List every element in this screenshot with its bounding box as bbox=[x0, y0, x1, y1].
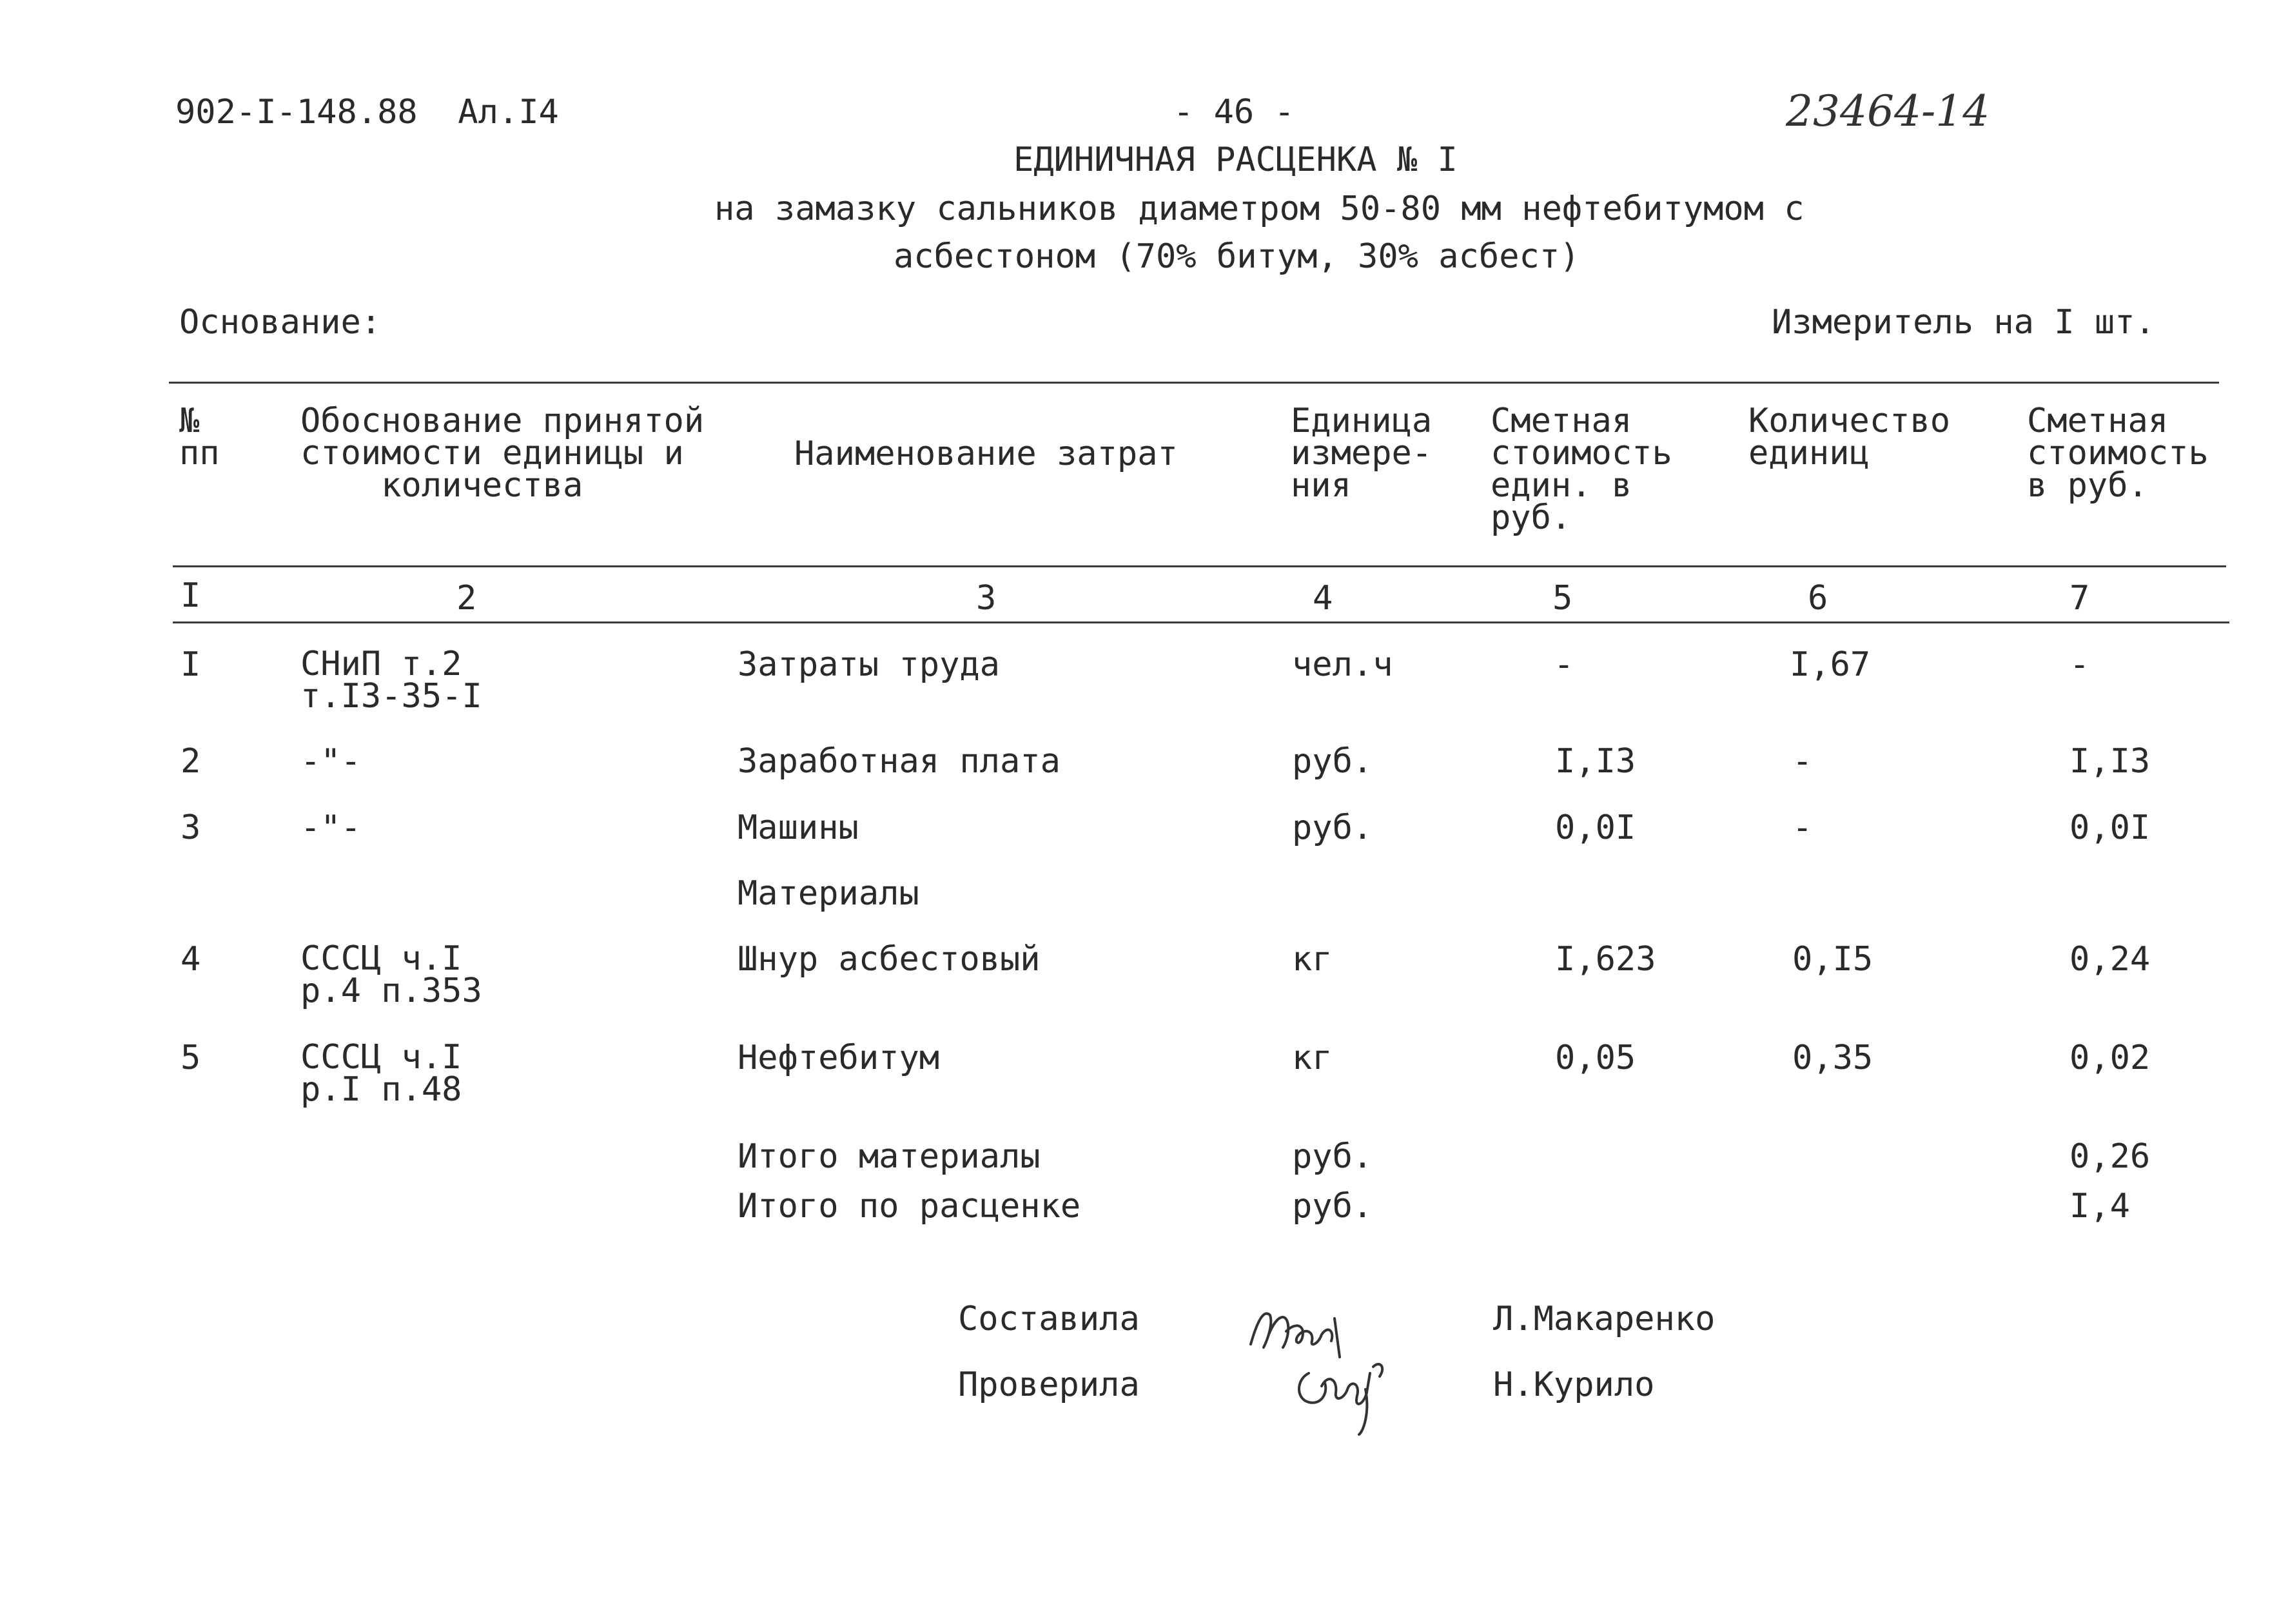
col-header-name: Наименование затрат bbox=[794, 435, 1178, 473]
total-name: Итого материалы bbox=[738, 1137, 1041, 1176]
col-header-unit: Единица измере- ния bbox=[1291, 402, 1433, 505]
row-unit: чел.ч bbox=[1292, 645, 1393, 684]
row-total: 0,02 bbox=[2069, 1039, 2151, 1077]
row-name: Машины bbox=[738, 808, 859, 847]
row-name: Затраты труда bbox=[738, 645, 1000, 684]
row-name: Нефтебитум bbox=[738, 1039, 940, 1077]
table-header-rule bbox=[173, 565, 2226, 567]
row-unit-cost: 0,05 bbox=[1555, 1039, 1636, 1077]
document-subtitle-line1: на замазку сальников диаметром 50-80 мм нефтебитумом с bbox=[714, 190, 1805, 228]
col-number: 5 bbox=[1552, 579, 1573, 618]
row-num: 2 bbox=[181, 742, 201, 781]
table-top-rule bbox=[169, 382, 2219, 384]
col-number: 2 bbox=[456, 579, 477, 618]
handwritten-signature-kurilo bbox=[1289, 1347, 1405, 1438]
row-unit-cost: I,I3 bbox=[1555, 742, 1636, 781]
document-code: 902-I-148.88 Ал.I4 bbox=[175, 93, 559, 132]
section-label-materials: Материалы bbox=[738, 874, 919, 913]
col-header-num: № пп bbox=[179, 402, 220, 473]
row-qty: I,67 bbox=[1790, 645, 1871, 684]
row-qty: - bbox=[1792, 808, 1813, 847]
signature-role: Составила bbox=[958, 1300, 1140, 1338]
row-num: 3 bbox=[181, 808, 201, 847]
total-unit: руб. bbox=[1292, 1187, 1373, 1226]
total-unit: руб. bbox=[1292, 1137, 1373, 1176]
row-unit-cost: 0,0I bbox=[1555, 808, 1636, 847]
signature-name: Н.Курило bbox=[1493, 1365, 1655, 1404]
unit-measure: Измеритель на I шт. bbox=[1772, 303, 2155, 342]
col-header-total: Сметная стоимость в руб. bbox=[2027, 402, 2209, 505]
col-number: 7 bbox=[2069, 579, 2090, 618]
row-total: 0,0I bbox=[2069, 808, 2151, 847]
row-num: 5 bbox=[181, 1039, 201, 1077]
row-unit: руб. bbox=[1292, 808, 1373, 847]
col-header-basis: Обоснование принятой стоимости единицы и количества bbox=[300, 402, 705, 505]
signature-role: Проверила bbox=[958, 1365, 1140, 1404]
total-name: Итого по расценке bbox=[738, 1187, 1081, 1226]
basis-label: Основание: bbox=[179, 303, 382, 342]
row-basis: СНиП т.2 т.I3-35-I bbox=[300, 645, 482, 716]
row-basis: -"- bbox=[300, 742, 361, 781]
row-qty: 0,35 bbox=[1792, 1039, 1873, 1077]
row-unit: кг bbox=[1292, 940, 1333, 979]
page-number: - 46 - bbox=[1173, 93, 1295, 132]
row-name: Заработная плата bbox=[738, 742, 1061, 781]
col-number: 3 bbox=[976, 579, 997, 618]
row-unit: руб. bbox=[1292, 742, 1373, 781]
row-basis: -"- bbox=[300, 808, 361, 847]
row-total: 0,24 bbox=[2069, 940, 2151, 979]
row-basis: СССЦ ч.I р.I п.48 bbox=[300, 1038, 462, 1109]
document-subtitle-line2: асбестоном (70% битум, 30% асбест) bbox=[894, 237, 1580, 276]
row-num: I bbox=[181, 645, 201, 684]
row-total: I,I3 bbox=[2069, 742, 2151, 781]
row-unit-cost: I,623 bbox=[1555, 940, 1656, 979]
registration-number: 23464-14 bbox=[1786, 86, 1990, 136]
row-total: - bbox=[2069, 645, 2090, 684]
signature-name: Л.Макаренко bbox=[1493, 1300, 1716, 1338]
col-number: 6 bbox=[1808, 579, 1828, 618]
row-num: 4 bbox=[181, 940, 201, 979]
row-basis: СССЦ ч.I р.4 п.353 bbox=[300, 939, 482, 1010]
total-value: 0,26 bbox=[2069, 1137, 2151, 1176]
document-title: ЕДИНИЧНАЯ РАСЦЕНКА № I bbox=[1013, 141, 1458, 179]
row-name: Шнур асбестовый bbox=[738, 940, 1041, 979]
row-unit-cost: - bbox=[1554, 645, 1574, 684]
table-numbers-rule bbox=[173, 621, 2229, 623]
col-header-qty: Количество единиц bbox=[1748, 402, 1951, 473]
col-number: 4 bbox=[1313, 579, 1333, 618]
row-qty: 0,I5 bbox=[1792, 940, 1873, 979]
col-header-unit-cost: Сметная стоимость един. в руб. bbox=[1491, 402, 1672, 537]
total-value: I,4 bbox=[2069, 1187, 2130, 1226]
row-unit: кг bbox=[1292, 1039, 1333, 1077]
row-qty: - bbox=[1792, 742, 1813, 781]
col-number: I bbox=[181, 576, 201, 615]
